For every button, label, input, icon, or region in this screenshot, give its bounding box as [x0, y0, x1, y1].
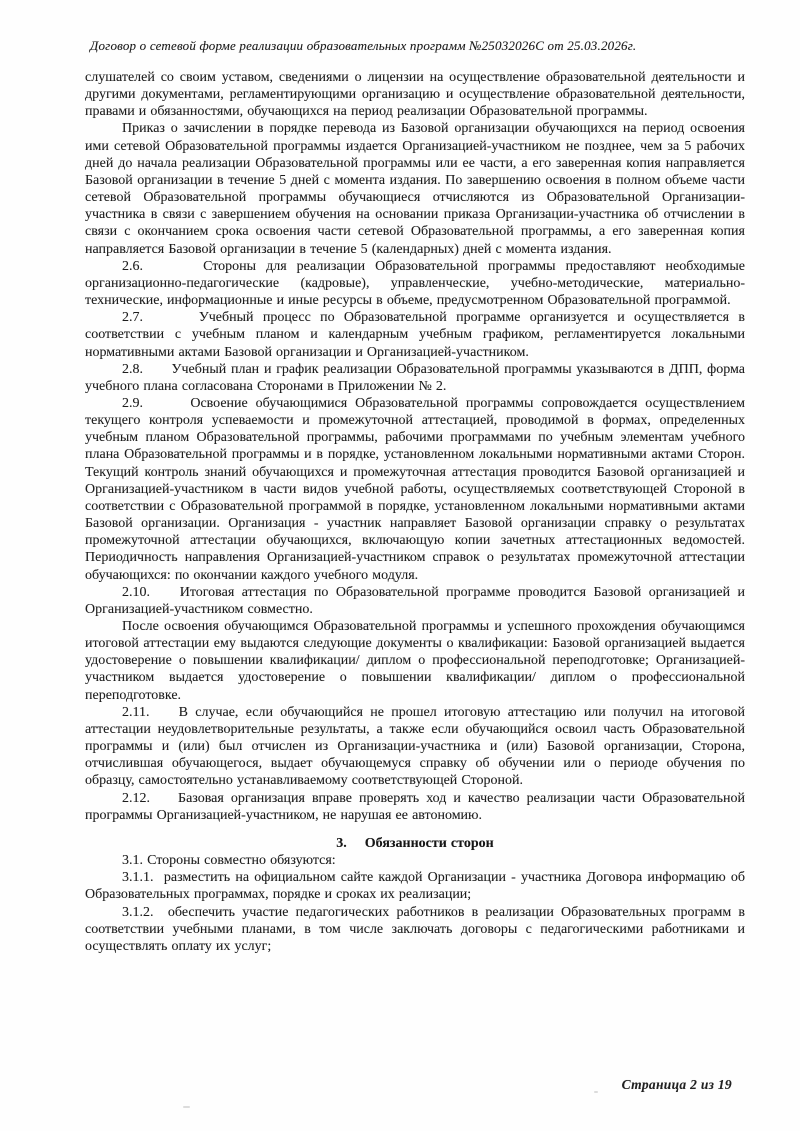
paragraph-2-12: 2.12. Базовая организация вправе проверять ход и качество реализации части Образовательной программы Организацией-участником, не нарушая ее автономию.	[85, 790, 745, 823]
section-3-number: 3.	[336, 835, 347, 851]
header-title: Договор о сетевой форме реализации образовательных программ №25032026С от 25.03.2026г.	[90, 38, 637, 53]
paragraph-2-9: 2.9. Освоение обучающимися Образовательной программы сопровождается осуществлением текущего контроля успеваемости и промежуточной аттестацией, проводимой в формах, определенных учебным планом Образовательной программы, рабочими программами по учебным элементам учебного плана Образовательной программы и в порядке, установленном локальными нормативными актами Сторон. Текущий контроль знаний обучающихся и промежуточная аттестация проводится Базовой организацией и Организацией-участником в части видов учебной работы, осуществляемых соответствующей Стороной в соответствии с Образовательной программой в порядке, установленном локальными нормативными актами Базовой организации. Организация - участник направляет Базовой организации справку о результатах промежуточной аттестации обучающихся, включающую копии зачетных аттестационных ведомостей. Периодичность направления Организацией-участником справок о результатах промежуточной аттестации обучающихся: по окончании каждого учебного модуля.	[85, 395, 745, 583]
paragraph-2-8: 2.8. Учебный план и график реализации Образовательной программы указываются в ДПП, форма учебного плана согласована Сторонами в Приложении № 2.	[85, 361, 745, 394]
paragraph-3-1-2: 3.1.2. обеспечить участие педагогических работников в реализации Образовательных программ в соответствии учебными планами, в том числе заключать договоры с педагогическими работниками и осуществлять оплату их услуг;	[85, 904, 745, 954]
section-3-title: Обязанности сторон	[364, 835, 494, 851]
page-number-label: Страница 2 из 19	[621, 1077, 732, 1092]
page-header	[90, 38, 745, 54]
scan-speck	[594, 1091, 598, 1093]
paragraph-order: Приказ о зачислении в порядке перевода из Базовой организации обучающихся на период освоения ими сетевой Образовательной программы издается Организацией-участником не позднее, чем за 5 рабочих дней до начала реализации Образовательной программы или ее части, а его заверенная копия направляется Базовой организации в течение 5 дней с момента издания. По завершению освоения в полном объеме части сетевой Образовательной программы обучающиеся отчисляются из Образовательной Организации-участника в связи с завершением обучения на основании приказа Организации-участника об отчислении в связи с окончанием срока освоения части сетевой Образовательной программы, а его заверенная копия направляется Базовой организации в течение 5 (календарных) дней с момента издания.	[85, 121, 745, 257]
paragraph-3-1: 3.1. Стороны совместно обязуются:	[122, 853, 336, 869]
paragraph-2-6: 2.6. Стороны для реализации Образовательной программы предоставляют необходимые организационно-педагогические (кадровые), управленческие, учебно-методические, материально-технические, информационные и иные ресурсы в объеме, предусмотренном Образовательной программой.	[85, 258, 745, 309]
paragraph-2-11: 2.11. В случае, если обучающийся не прошел итоговую аттестацию или получил на итоговой аттестации неудовлетворительные результаты, а также если обучающийся освоил часть Образовательной программы и (или) был отчислен из Организации-участника и (или) Базовой организации, Сторона, отчислившая обучающегося, выдает обучающемуся справку об обучении или о периоде обучения по образцу, самостоятельно устанавливаемому соответствующей Стороной.	[85, 704, 745, 789]
page-footer	[622, 1077, 732, 1093]
paragraph-2-7: 2.7. Учебный процесс по Образовательной программе организуется и осуществляется в соответствии с учебным планом и календарным учебным графиком, регламентируется локальными нормативными актами Базовой организации и Организацией-участником.	[85, 310, 745, 360]
section-3-heading	[85, 835, 745, 852]
paragraph-3-1-1: 3.1.1. разместить на официальном сайте каждой Организации - участника Договора информацию об Образовательных программах, порядке и сроках их реализации;	[85, 870, 745, 903]
paragraph-2-10: 2.10. Итоговая аттестация по Образовательной программе проводится Базовой организацией и Организацией-участником совместно.	[85, 584, 745, 617]
paragraph-continuation: слушателей со своим уставом, сведениями о лицензии на осуществление образовательной деятельности и другими документами, регламентирующими организацию и осуществление образовательной деятельности, правами и обязанностями, обучающихся на период реализации Образовательной программы.	[85, 70, 745, 120]
scan-speck	[183, 1106, 190, 1108]
document-body	[85, 69, 745, 955]
paragraph-certificates: После освоения обучающимся Образовательной программы и успешного прохождения обучающимся итоговой аттестации ему выдаются следующие документы о квалификации: Базовой организацией выдается удостоверение о повышении квалификации/ диплом о профессиональной переподготовке; Организацией-участником выдается удостоверение о повышении квалификации/ диплом о профессиональной переподготовке.	[85, 619, 745, 703]
